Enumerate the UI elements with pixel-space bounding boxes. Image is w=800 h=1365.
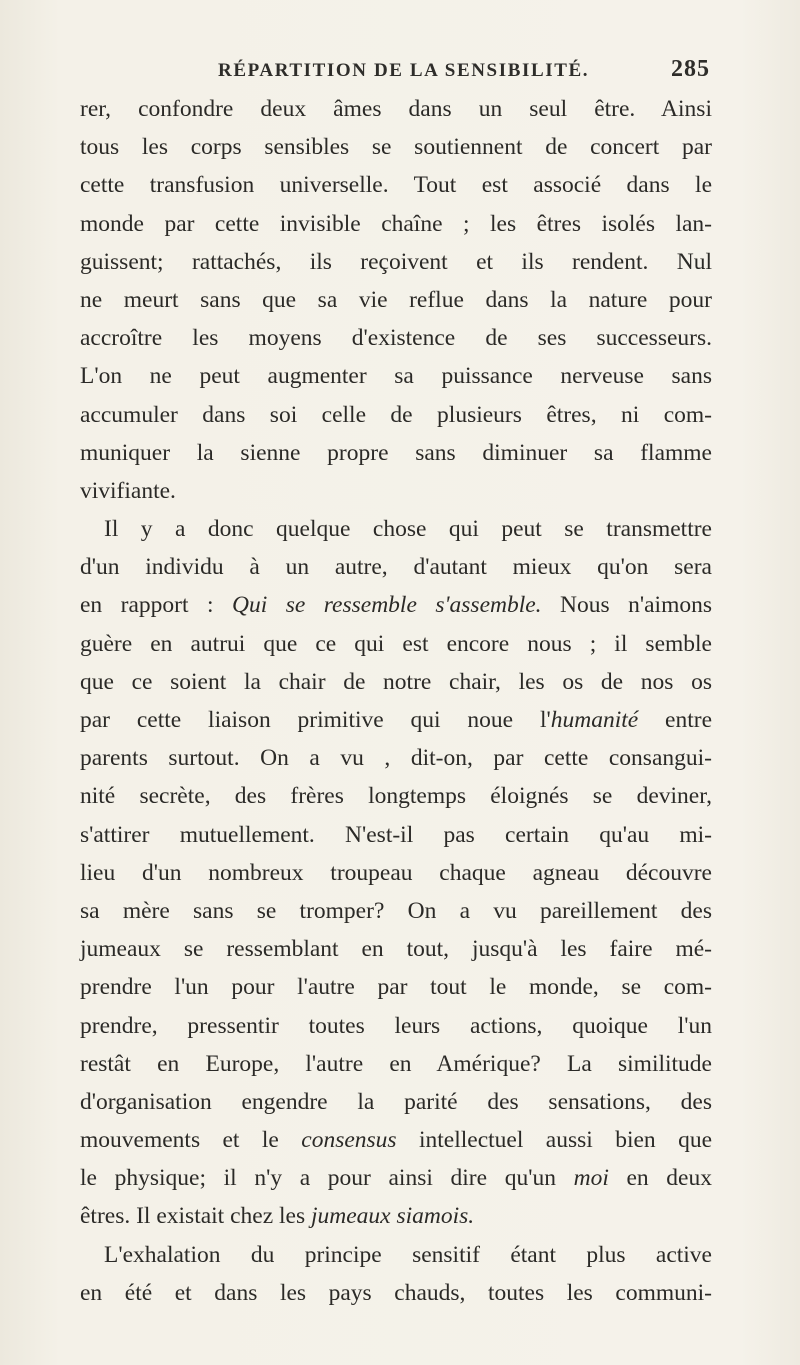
text-line: nité secrète, des frères longtemps éloignés se deviner,	[80, 783, 712, 810]
text-line: prendre l'un pour l'autre par tout le monde, se com-	[80, 974, 712, 1001]
italic-word: moi	[573, 1165, 609, 1192]
text-line: cette transfusion universelle. Tout est associé dans le	[80, 172, 712, 199]
page-number: 285	[671, 56, 710, 82]
text-line: êtres. Il existait chez les jumeaux siamois.	[80, 1203, 475, 1230]
text-line: guère en autrui que ce qui est encore nous ; il semble	[80, 630, 712, 657]
text-line: vivifiante.	[80, 477, 176, 504]
text-line: muniquer la sienne propre sans diminuer sa flamme	[80, 439, 712, 466]
text-line: accroître les moyens d'existence de ses successeurs.	[80, 325, 712, 352]
italic-word: consensus	[301, 1127, 397, 1154]
text-line: lieu d'un nombreux troupeau chaque agneau découvre	[80, 859, 712, 886]
text-line: d'un individu à un autre, d'autant mieux qu'on sera	[80, 554, 712, 581]
text-line: ne meurt sans que sa vie reflue dans la nature pour	[80, 286, 712, 313]
text-line: en été et dans les pays chauds, toutes les communi-	[80, 1279, 712, 1306]
page-header	[0, 54, 800, 90]
text-line: sa mère sans se tromper? On a vu pareillement des	[80, 897, 712, 924]
text-line: L'on ne peut augmenter sa puissance nerveuse sans	[80, 363, 712, 390]
text-line: prendre, pressentir toutes leurs actions, quoique l'un	[80, 1012, 712, 1039]
text-line: parents surtout. On a vu , dit-on, par cette consangui-	[80, 745, 712, 772]
text-line: que ce soient la chair de notre chair, les os de nos os	[80, 668, 712, 695]
text-line: mouvements et le consensus intellectuel aussi bien que	[80, 1127, 713, 1154]
text-line: s'attirer mutuellement. N'est-il pas certain qu'au mi-	[80, 821, 712, 848]
text-line: d'organisation engendre la parité des sensations, des	[80, 1088, 712, 1115]
text-line: le physique; il n'y a pour ainsi dire qu'un moi en deux	[80, 1165, 712, 1192]
italic-word: humanité	[550, 707, 639, 733]
text-line: rer, confondre deux âmes dans un seul être. Ainsi	[80, 96, 712, 122]
text-line: jumeaux se ressemblant en tout, jusqu'à les faire mé-	[80, 936, 712, 963]
text-line: en rapport : Qui se ressemble s'assemble. Nous n'aimons	[80, 592, 712, 619]
text-line: monde par cette invisible chaîne ; les êtres isolés lan-	[80, 210, 712, 237]
italic-quote: Qui se ressemble s'assemble.	[232, 592, 542, 619]
text-line: L'exhalation du principe sensitif étant plus active	[104, 1241, 712, 1268]
body-text	[80, 90, 712, 1312]
italic-phrase: jumeaux siamois.	[310, 1203, 475, 1230]
text-line: par cette liaison primitive qui noue l'humanité entre	[80, 707, 712, 733]
running-title: RÉPARTITION DE LA SENSIBILITÉ.	[218, 60, 590, 81]
text-line: Il y a donc quelque chose qui peut se transmettre	[104, 516, 712, 543]
text-line: restât en Europe, l'autre en Amérique? La similitude	[80, 1050, 712, 1077]
text-line: accumuler dans soi celle de plusieurs êtres, ni com-	[80, 401, 712, 428]
text-line: guissent; rattachés, ils reçoivent et ils rendent. Nul	[80, 248, 712, 275]
text-line: tous les corps sensibles se soutiennent de concert par	[80, 134, 712, 161]
